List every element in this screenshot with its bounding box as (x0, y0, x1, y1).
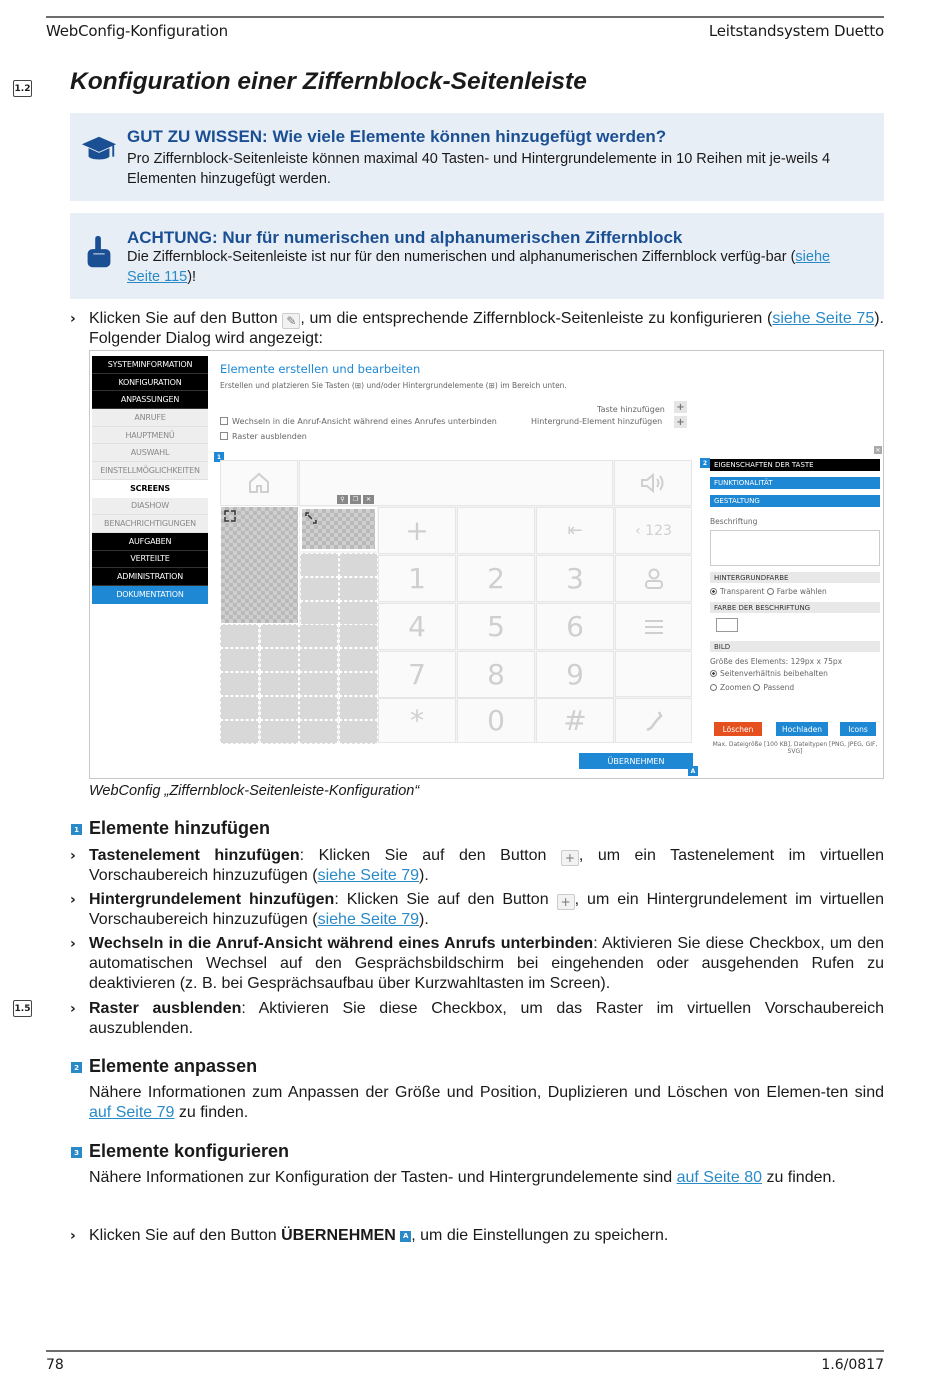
version-badge: 1.5 (13, 1000, 32, 1017)
digit-key[interactable]: 1 (378, 555, 456, 602)
chevron-right-icon: › (70, 936, 76, 952)
info-note (70, 113, 884, 201)
tab-funktionalitaet[interactable]: FUNKTIONALITÄT (710, 477, 880, 489)
grid-cell[interactable] (260, 720, 299, 744)
back-to-start-key[interactable]: ⇤ (536, 507, 614, 554)
section-title: Elemente hinzufügen (89, 818, 271, 838)
element-toolbar (337, 495, 374, 504)
list-item: Tastenelement hinzufügen: Klicken Sie auf den Button + , um ein Tastenelement im virtuellen Vorschaubereich hinzuzufügen (siehe Seite 79). (89, 847, 885, 884)
list-item: Wechseln in die Anruf-Ansicht während eines Anrufs unterbinden: Aktivieren Sie diese Checkbox, um den automatischen Wechsel auf den Gesprächsbildschirm bei eingehenden oder ausgehenden Rufen zu deaktivieren (z. B. bei Gesprächsaufbau über Kurzwahltasten im Screen). (89, 935, 885, 992)
page-title: Konfiguration einer Ziffernblock-Seitenleiste (70, 68, 587, 95)
close-icon[interactable]: ✕ (363, 495, 374, 504)
grid-cell[interactable] (260, 648, 299, 672)
handset-key[interactable] (615, 698, 692, 743)
marker-a: A (688, 766, 698, 776)
add-key-label: Taste hinzufügen (597, 405, 665, 414)
grid-cell[interactable] (220, 672, 259, 696)
beschriftung-label: Beschriftung (710, 517, 758, 526)
plus-icon: + (557, 894, 575, 910)
sidebar-item[interactable]: ANRUFE (92, 409, 208, 427)
dialog-title: Elemente erstellen und bearbeiten (220, 362, 421, 376)
sidebar-item[interactable]: SCREENS (92, 480, 208, 498)
close-icon[interactable]: ✕ (875, 446, 881, 454)
info-note-text: Pro Ziffernblock-Seitenleiste können maximal 40 Tasten- und Hintergrundelemente in 10 Reihen mit je-weils 4 Elementen hinzugefügt werden. (127, 151, 831, 187)
footer-rule (46, 1350, 884, 1352)
grid-cell[interactable] (339, 601, 378, 625)
properties-panel (710, 459, 880, 759)
dialog-subtitle: Erstellen und platzieren Sie Tasten (⊞) und/oder Hintergrundelemente (⊞) im Bereich unten. (220, 381, 567, 390)
tab-gestaltung[interactable]: GESTALTUNG (710, 495, 880, 507)
chevron-right-icon: › (70, 311, 76, 327)
grid-cell[interactable] (300, 577, 339, 601)
link-page-79[interactable]: auf Seite 79 (89, 1104, 175, 1121)
resize-icon[interactable] (224, 510, 236, 522)
grid-cell[interactable] (299, 624, 338, 648)
upload-button[interactable]: Hochladen (776, 722, 828, 736)
empty-key[interactable] (615, 651, 692, 697)
grid-cell[interactable] (220, 696, 259, 720)
link-icon[interactable]: ⚲ (337, 495, 348, 504)
duplicate-icon[interactable]: ❐ (350, 495, 361, 504)
link-page-80[interactable]: auf Seite 80 (676, 1169, 763, 1186)
grid-cell[interactable] (220, 720, 259, 744)
mode-123-key[interactable]: ‹ 123 (615, 507, 692, 554)
submit-button[interactable]: ÜBERNEHMEN (579, 753, 693, 769)
checkbox-icon[interactable] (220, 417, 228, 425)
grid-cell[interactable] (300, 553, 339, 577)
chevron-right-icon: › (70, 1228, 76, 1244)
beschriftung-textarea[interactable] (710, 530, 880, 566)
section-title: Elemente konfigurieren (89, 1141, 290, 1161)
digit-key[interactable]: * (378, 698, 456, 743)
digit-key[interactable]: # (536, 698, 614, 743)
grid-cell[interactable] (339, 672, 378, 696)
grid-cell[interactable] (260, 624, 299, 648)
background-element[interactable] (220, 506, 299, 624)
header-section-title: WebConfig-Konfiguration (46, 22, 228, 40)
virtual-preview-area[interactable] (220, 460, 692, 743)
grid-cell[interactable] (220, 624, 259, 648)
menu-key[interactable] (615, 603, 692, 650)
grid-cell[interactable] (299, 648, 338, 672)
digit-key[interactable]: 3 (536, 555, 614, 602)
digit-key[interactable]: 6 (536, 603, 614, 650)
chevron-right-icon: › (70, 1001, 76, 1017)
menu-icon (644, 619, 664, 635)
sidebar-item[interactable]: ANPASSUNGEN (92, 391, 208, 409)
empty-key[interactable] (457, 507, 535, 554)
list-item: Hintergrundelement hinzufügen: Klicken Sie auf den Button + , um ein Hintergrundelement im virtuellen Vorschaubereich hinzuzufügen (siehe Seite 79). (89, 891, 885, 928)
grid-cell[interactable] (339, 720, 378, 744)
color-swatch[interactable] (716, 618, 738, 632)
farbe-beschriftung-label: FARBE DER BESCHRIFTUNG (710, 602, 880, 613)
radio-icon[interactable] (710, 670, 717, 677)
delete-button[interactable]: Löschen (714, 722, 762, 736)
resize-icon[interactable] (305, 512, 317, 524)
section-title: Elemente anpassen (89, 1056, 258, 1076)
digit-key[interactable]: 4 (378, 603, 456, 650)
edit-pencil-icon: ✎ (282, 313, 300, 329)
section-number: 1 (71, 824, 82, 835)
sidebar-item[interactable]: HAUPTMENÜ (92, 427, 208, 445)
version-badge: 1.2 (13, 80, 32, 97)
checkbox-switch-call-view[interactable]: Wechseln in die Anruf-Ansicht während eines Anrufes unterbinden (220, 417, 497, 426)
sidebar-item[interactable]: KONFIGURATION (92, 374, 208, 392)
zoom-options[interactable]: Zoomen Passend (710, 683, 880, 692)
chevron-right-icon: › (70, 848, 76, 864)
marker-a: A (400, 1231, 411, 1242)
sidebar-item[interactable]: SYSTEMINFORMATION (92, 356, 208, 374)
add-bg-label: Hintergrund-Element hinzufügen (531, 417, 663, 426)
digit-key[interactable]: 7 (378, 651, 456, 698)
hintergrundfarbe-label: HINTERGRUNDFARBE (710, 572, 880, 583)
radio-icon[interactable] (710, 684, 717, 691)
link-page-115[interactable]: siehe Seite 115 (127, 249, 831, 285)
radio-icon[interactable] (753, 684, 760, 691)
intro-paragraph: Klicken Sie auf den Button ✎ , um die entsprechende Ziffernblock-Seitenleiste zu konfigurieren (siehe Seite 75). Folgender Dialog wird angezeigt: (89, 310, 884, 347)
icons-button[interactable]: Icons (840, 722, 876, 736)
grid-cell[interactable] (220, 648, 259, 672)
warning-note-text: Die Ziffernblock-Seitenleiste ist nur für den numerischen und alphanumerischen Ziffernblock verfüg-bar (siehe Seite 115)! (127, 249, 831, 285)
marker-1: 1 (214, 452, 224, 462)
header-product-name: Leitstandsystem Duetto (708, 22, 884, 40)
radio-icon[interactable] (710, 588, 717, 595)
sidebar-item[interactable]: BENACHRICHTIGUNGEN (92, 515, 208, 533)
info-note-title: GUT ZU WISSEN: Wie viele Elemente können hinzugefügt werden? (127, 127, 667, 146)
contact-key[interactable] (615, 555, 692, 602)
digit-key[interactable]: 2 (457, 555, 535, 602)
handset-icon (645, 710, 663, 732)
link-page-79[interactable]: siehe Seite 79 (317, 867, 419, 884)
figure-caption: WebConfig „Ziffernblock-Seitenleiste-Konfiguration“ (89, 783, 420, 799)
list-item: Raster ausblenden: Aktivieren Sie diese Checkbox, um das Raster im virtuellen Vorschaubereich auszublenden. (89, 1000, 885, 1037)
aspect-ratio-option[interactable]: Seitenverhältnis beibehalten (710, 669, 880, 678)
grid-cell[interactable] (339, 696, 378, 720)
page-number: 78 (46, 1357, 64, 1373)
sidebar-nav (92, 356, 208, 604)
selected-key-element[interactable] (300, 507, 377, 551)
graduation-cap-icon (80, 131, 118, 169)
digit-key[interactable]: 5 (457, 603, 535, 650)
checkbox-icon[interactable] (220, 432, 228, 440)
sidebar-item[interactable]: AUFGABEN (92, 533, 208, 551)
speaker-key[interactable] (614, 460, 692, 506)
grid-cell[interactable] (260, 696, 299, 720)
grid-cell[interactable] (339, 648, 378, 672)
speaker-icon (640, 472, 666, 494)
grid-cell[interactable] (299, 696, 338, 720)
document-version: 1.6/0817 (821, 1357, 884, 1373)
sidebar-item[interactable]: EINSTELLMÖGLICHKEITEN (92, 462, 208, 480)
sidebar-item[interactable]: ADMINISTRATION (92, 568, 208, 586)
section-number: 3 (71, 1147, 82, 1158)
bild-label: BILD (710, 641, 880, 652)
link-page-75[interactable]: siehe Seite 75 (772, 310, 875, 327)
digit-key[interactable]: 8 (457, 651, 535, 698)
add-key-button[interactable]: + (674, 401, 687, 413)
final-instruction: Klicken Sie auf den Button ÜBERNEHMEN A , um die Einstellungen zu speichern. (89, 1227, 669, 1244)
marker-2: 2 (700, 458, 710, 468)
grid-overlay (220, 460, 378, 743)
webconfig-screenshot (89, 350, 884, 779)
radio-icon[interactable] (767, 588, 774, 595)
grid-cell[interactable] (339, 553, 378, 577)
person-icon (644, 568, 664, 590)
warning-note (70, 213, 884, 299)
grid-cell[interactable] (260, 672, 299, 696)
sidebar-item[interactable]: VERTEILTE (92, 551, 208, 569)
chevron-right-icon: › (70, 892, 76, 908)
grid-cell[interactable] (299, 720, 338, 744)
props-header: EIGENSCHAFTEN DER TASTE (710, 459, 880, 471)
digit-key[interactable]: 9 (536, 651, 614, 698)
add-bg-button[interactable]: + (674, 416, 687, 428)
section-number: 2 (71, 1062, 82, 1073)
background-radio-group[interactable]: Transparent Farbe wählen (710, 587, 880, 596)
sidebar-item[interactable]: DOKUMENTATION (92, 586, 208, 604)
pointing-hand-icon (80, 233, 118, 271)
plus-icon: + (561, 850, 579, 866)
upload-hint: Max. Dateigröße [100 KB], Dateitypen [PNG, JPEG, GIF, SVG] (712, 741, 878, 755)
grid-cell[interactable] (339, 577, 378, 601)
element-size-text: Größe des Elements: 129px x 75px (710, 657, 843, 666)
grid-cell[interactable] (299, 672, 338, 696)
digit-key[interactable]: 0 (457, 698, 535, 743)
grid-cell[interactable] (300, 601, 339, 625)
sidebar-item[interactable]: AUSWAHL (92, 444, 208, 462)
sidebar-item[interactable]: DIASHOW (92, 498, 208, 516)
plus-key[interactable]: + (378, 507, 456, 554)
link-page-79[interactable]: siehe Seite 79 (317, 911, 419, 928)
warning-note-title: ACHTUNG: Nur für numerischen und alphanumerischen Ziffernblock (127, 228, 683, 247)
grid-cell[interactable] (339, 624, 378, 648)
header-rule (46, 16, 884, 18)
section-paragraph: Nähere Informationen zum Anpassen der Größe und Position, Duplizieren und Löschen von Elemen-ten sind auf Seite 79 zu finden. (89, 1084, 884, 1121)
section-paragraph: Nähere Informationen zur Konfiguration der Tasten- und Hintergrundelemente sind auf Seite 80 zu finden. (89, 1169, 836, 1186)
checkbox-hide-grid[interactable]: Raster ausblenden (220, 432, 307, 441)
